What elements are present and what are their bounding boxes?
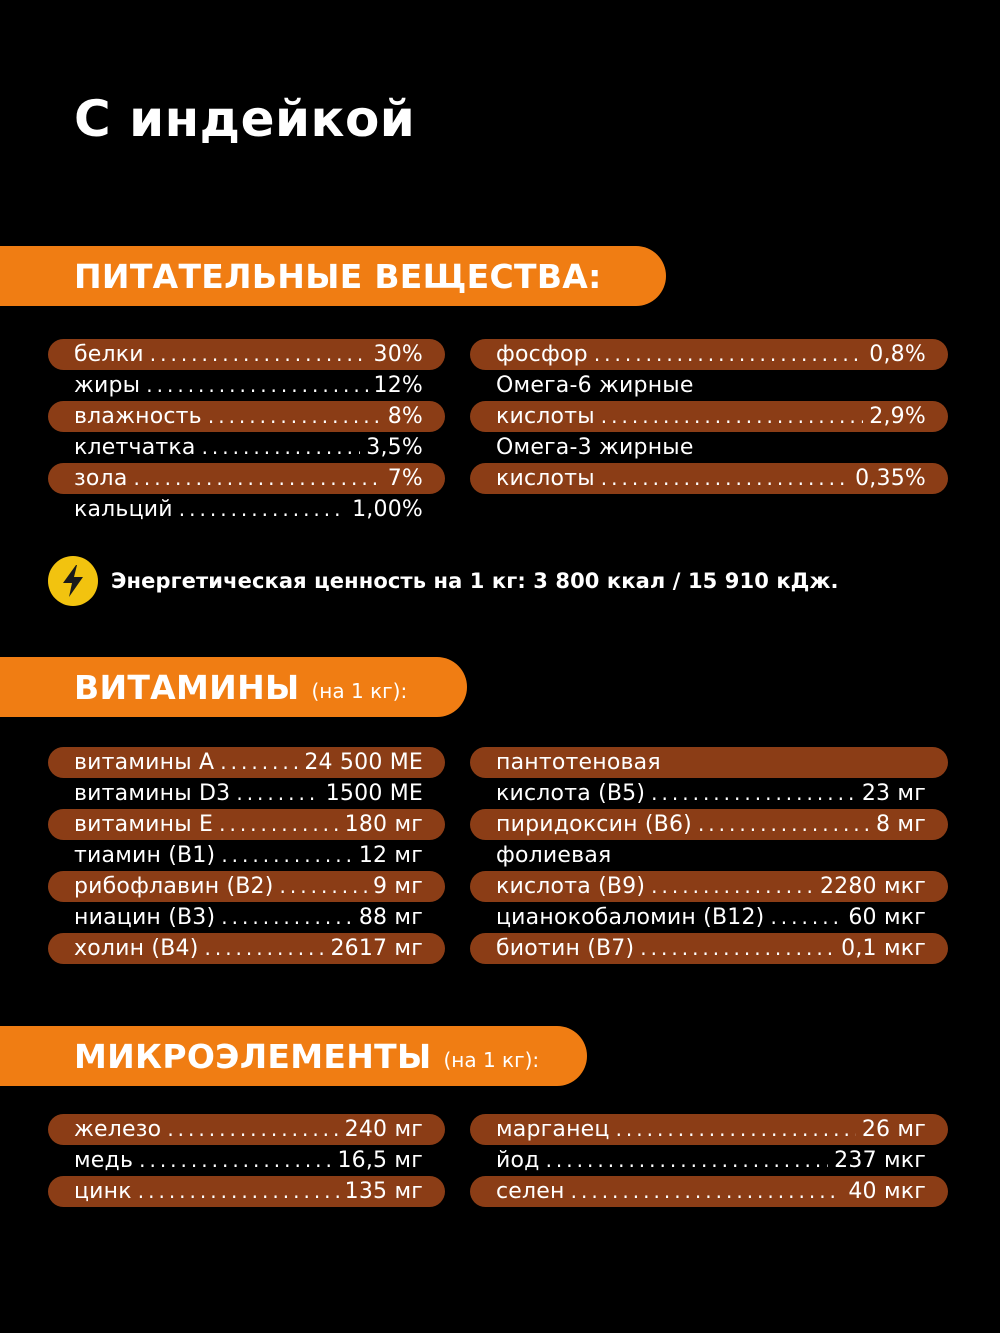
list-item <box>48 778 445 809</box>
list-item <box>470 902 948 933</box>
list-item <box>470 778 948 809</box>
minerals-right-list <box>470 1114 948 1207</box>
dot-leader <box>594 339 863 370</box>
list-item <box>48 933 445 964</box>
list-item <box>470 401 948 432</box>
item-label: биотин (В7) <box>496 936 635 961</box>
dot-leader <box>150 339 368 370</box>
list-item <box>48 902 445 933</box>
item-label: пиридоксин (В6) <box>496 812 692 837</box>
item-label: пантотеновая <box>496 750 661 775</box>
item-label: витамины D3 <box>74 781 231 806</box>
list-item <box>48 1114 445 1145</box>
item-label: холин (В4) <box>74 936 199 961</box>
vitamins-right-list <box>470 747 948 964</box>
list-item <box>48 494 445 525</box>
list-item <box>470 463 948 494</box>
item-value: 0,8% <box>869 342 926 367</box>
item-value: 8% <box>387 404 423 429</box>
item-label: ниацин (В3) <box>74 905 216 930</box>
minerals-subheading: (на 1 кг): <box>443 1048 540 1072</box>
energy-text: Энергетическая ценность на 1 кг: 3 800 ккал / 15 910 кДж. <box>111 569 839 593</box>
vitamins-subheading: (на 1 кг): <box>311 679 408 703</box>
item-value: 240 мг <box>344 1117 423 1142</box>
dot-leader <box>651 778 856 809</box>
list-item <box>48 1145 445 1176</box>
item-value: 23 мг <box>861 781 926 806</box>
item-value: 16,5 мг <box>337 1148 423 1173</box>
item-label: клетчатка <box>74 435 196 460</box>
energy-value <box>48 556 839 606</box>
dot-leader <box>221 840 353 871</box>
dot-leader <box>202 432 361 463</box>
list-item <box>48 1176 445 1207</box>
nutrients-heading: ПИТАТЕЛЬНЫЕ ВЕЩЕСТВА: <box>74 256 602 296</box>
item-label: жиры <box>74 373 141 398</box>
item-label: цинк <box>74 1179 132 1204</box>
item-value: 24 500 МЕ <box>304 750 423 775</box>
item-label: рибофлавин (В2) <box>74 874 274 899</box>
item-value: 12% <box>373 373 423 398</box>
item-value: 2,9% <box>869 404 926 429</box>
item-label: железо <box>74 1117 162 1142</box>
list-item <box>470 432 948 463</box>
item-value: 180 мг <box>344 812 423 837</box>
dot-leader <box>640 933 835 964</box>
item-value: 0,1 мкг <box>841 936 926 961</box>
item-label: медь <box>74 1148 134 1173</box>
item-label: кислота (В5) <box>496 781 646 806</box>
dot-leader <box>616 1114 856 1145</box>
dot-leader <box>601 463 849 494</box>
item-value: 9 мг <box>373 874 423 899</box>
item-value: 30% <box>373 342 423 367</box>
list-item <box>48 809 445 840</box>
item-label: зола <box>74 466 128 491</box>
list-item <box>470 871 948 902</box>
list-item <box>470 1114 948 1145</box>
item-value: 8 мг <box>876 812 926 837</box>
item-label: цианокобаломин (В12) <box>496 905 765 930</box>
list-item <box>470 1145 948 1176</box>
dot-leader <box>204 933 324 964</box>
item-value: 26 мг <box>861 1117 926 1142</box>
dot-leader <box>220 747 298 778</box>
list-item <box>48 840 445 871</box>
list-item <box>48 370 445 401</box>
list-item <box>48 747 445 778</box>
vitamins-left-list <box>48 747 445 964</box>
list-item <box>470 370 948 401</box>
item-value: 88 мг <box>358 905 423 930</box>
item-value: 237 мкг <box>834 1148 926 1173</box>
item-value: 135 мг <box>344 1179 423 1204</box>
list-item <box>470 809 948 840</box>
nutrients-banner <box>0 246 666 306</box>
item-value: 2617 мг <box>330 936 423 961</box>
item-value: 7% <box>387 466 423 491</box>
item-value: 1,00% <box>352 497 423 522</box>
list-item <box>48 401 445 432</box>
dot-leader <box>134 463 382 494</box>
vitamins-banner <box>0 657 467 717</box>
page-title: С индейкой <box>74 90 416 148</box>
item-label: витамины Е <box>74 812 214 837</box>
dot-leader <box>698 809 870 840</box>
dot-leader <box>138 1176 339 1207</box>
item-label: влажность <box>74 404 202 429</box>
item-label: йод <box>496 1148 540 1173</box>
item-value: 40 мкг <box>848 1179 926 1204</box>
item-label: фосфор <box>496 342 588 367</box>
dot-leader <box>167 1114 338 1145</box>
list-item <box>470 840 948 871</box>
dot-leader <box>546 1145 829 1176</box>
item-label: Омега-3 жирные <box>496 435 694 460</box>
dot-leader <box>651 871 814 902</box>
item-label: кислоты <box>496 404 595 429</box>
nutrients-right-list <box>470 339 948 494</box>
minerals-heading: МИКРОЭЛЕМЕНТЫ <box>74 1036 432 1076</box>
minerals-banner <box>0 1026 587 1086</box>
item-label: кислота (В9) <box>496 874 646 899</box>
nutrients-left-list <box>48 339 445 525</box>
dot-leader <box>221 902 353 933</box>
item-label: витамины А <box>74 750 215 775</box>
minerals-left-list <box>48 1114 445 1207</box>
dot-leader <box>280 871 368 902</box>
dot-leader <box>236 778 319 809</box>
item-label: Омега-6 жирные <box>496 373 694 398</box>
item-label: белки <box>74 342 144 367</box>
list-item <box>470 1176 948 1207</box>
item-label: фолиевая <box>496 843 612 868</box>
item-label: кислоты <box>496 466 595 491</box>
item-label: кальций <box>74 497 173 522</box>
item-value: 3,5% <box>366 435 423 460</box>
list-item <box>470 339 948 370</box>
dot-leader <box>208 401 382 432</box>
item-value: 1500 МЕ <box>325 781 423 806</box>
item-label: тиамин (В1) <box>74 843 216 868</box>
list-item <box>48 463 445 494</box>
item-value: 60 мкг <box>848 905 926 930</box>
list-item <box>470 747 948 778</box>
vitamins-heading: ВИТАМИНЫ <box>74 667 300 707</box>
dot-leader <box>179 494 346 525</box>
item-label: марганец <box>496 1117 610 1142</box>
item-value: 2280 мкг <box>819 874 926 899</box>
list-item <box>48 871 445 902</box>
dot-leader <box>146 370 367 401</box>
dot-leader <box>219 809 339 840</box>
dot-leader <box>601 401 864 432</box>
dot-leader <box>139 1145 331 1176</box>
list-item <box>48 339 445 370</box>
list-item <box>48 432 445 463</box>
dot-leader <box>770 902 842 933</box>
item-value: 12 мг <box>358 843 423 868</box>
item-value: 0,35% <box>855 466 926 491</box>
list-item <box>470 933 948 964</box>
item-label: селен <box>496 1179 565 1204</box>
dot-leader <box>571 1176 843 1207</box>
lightning-bolt-icon <box>48 556 98 606</box>
